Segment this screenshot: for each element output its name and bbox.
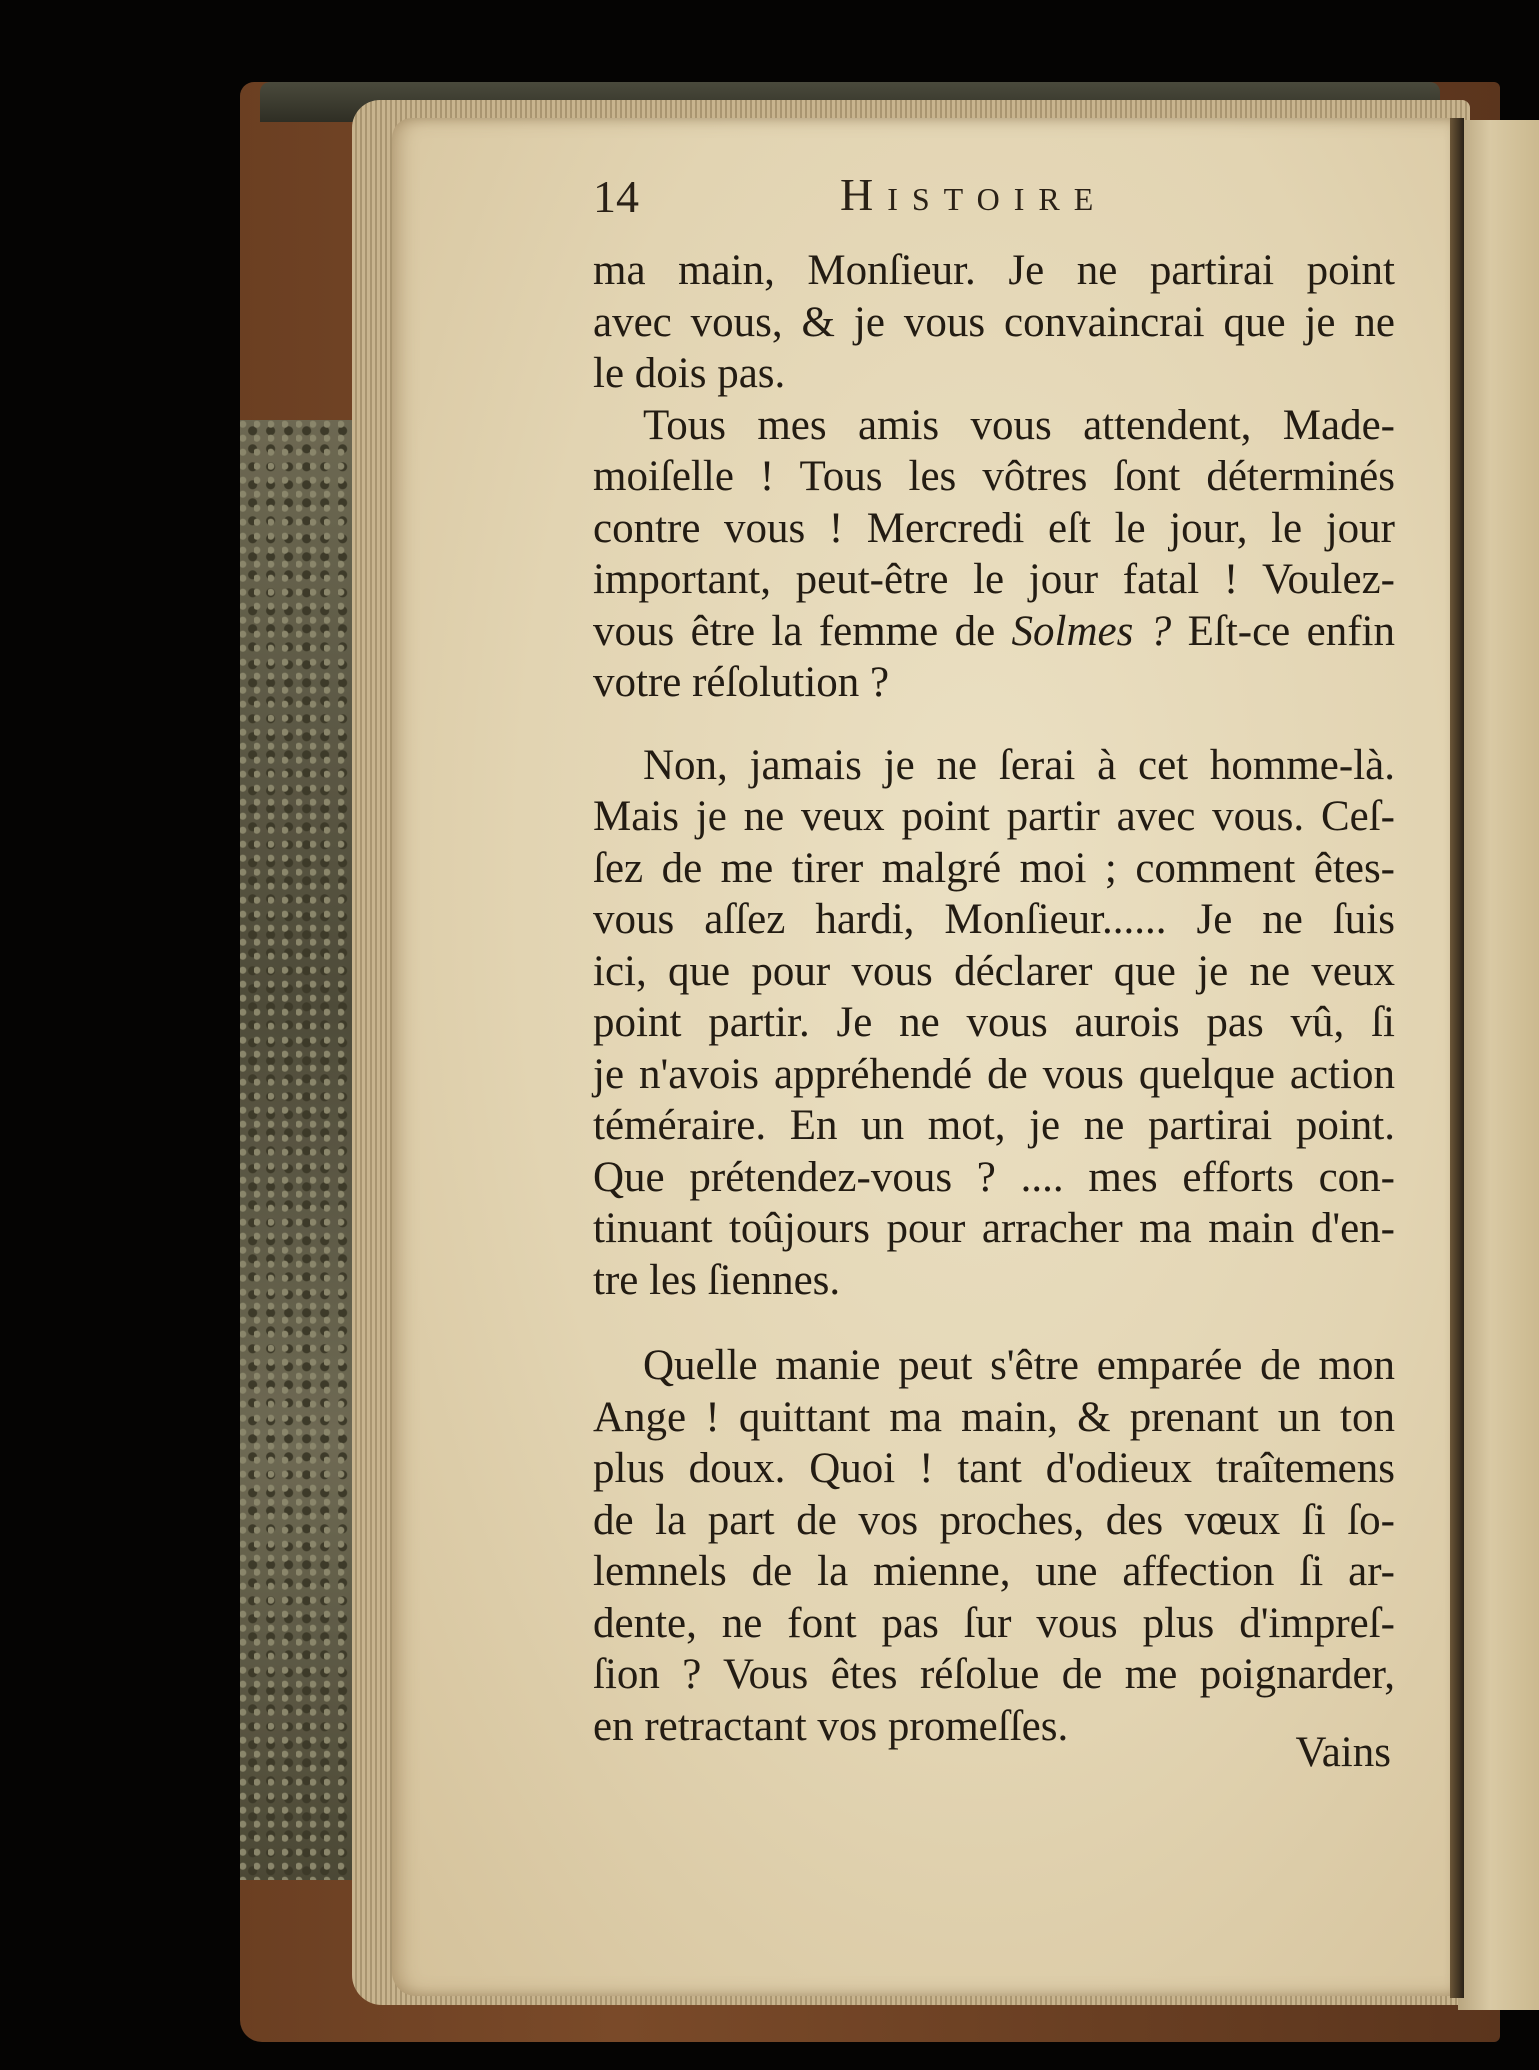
text-line: Tous mes amis vous attendent, Made- — [643, 401, 1395, 449]
text-line: ſez de me tirer malgré moi ; comment êtes- — [593, 844, 1395, 892]
text-line: de la part de vos proches, des vœux ſi ſo- — [593, 1496, 1395, 1544]
text-line: en retractant vos promeſſes. — [593, 1702, 1069, 1750]
text-line: important, peut-être le jour fatal ! Voulez- — [593, 556, 1395, 603]
text-fragment: Eſt-ce enfin — [1171, 607, 1395, 655]
text-line: dente, ne font pas ſur vous plus d'impreſ- — [593, 1599, 1395, 1647]
text-line: Ange ! quittant ma main, & prenant un ton — [593, 1393, 1395, 1441]
page-text — [593, 245, 1395, 1752]
text-fragment: vous être la femme de — [593, 607, 1012, 655]
facing-page-edge — [1458, 120, 1539, 2010]
text-line: le dois pas. — [593, 350, 786, 397]
text-line: téméraire. En un mot, je ne partirai point. — [593, 1102, 1395, 1149]
page-gutter — [1450, 118, 1464, 1998]
page-number: 14 — [593, 171, 639, 222]
text-line: contre vous ! Mercredi eſt le jour, le jour — [593, 504, 1395, 552]
text-line: ma main, Monſieur. Je ne partirai point — [593, 247, 1395, 294]
text-line: votre réſolution ? — [593, 659, 890, 706]
text-line: avec vous, & je vous convaincrai que je ne — [593, 298, 1395, 346]
italic-name: Solmes ? — [1011, 607, 1172, 655]
text-line: tinuant toûjours pour arracher ma main d'en- — [593, 1205, 1395, 1252]
text-line: tre les ſiennes. — [593, 1256, 841, 1304]
text-line: Quelle manie peut s'être emparée de mon — [643, 1342, 1395, 1389]
text-line: ici, que pour vous déclarer que je ne veux — [593, 947, 1395, 995]
text-line: Non, jamais je ne ſerai à cet homme-là. — [643, 741, 1395, 789]
text-line: ſion ? Vous êtes réſolue de me poignarder, — [593, 1651, 1395, 1698]
running-title: Histoire — [840, 169, 1108, 220]
text-line: lemnels de la mienne, une affection ſi ar- — [593, 1548, 1395, 1595]
text-line-with-name — [593, 606, 1395, 658]
text-line: Que prétendez-vous ? .... mes efforts con- — [593, 1153, 1395, 1201]
paragraph-gap — [593, 1306, 1395, 1340]
text-line: point partir. Je ne vous aurois pas vû, ſi — [593, 999, 1395, 1046]
text-line: Mais je ne veux point partir avec vous. Ceſ- — [593, 793, 1395, 840]
text-line: je n'avois appréhendé de vous quelque action — [593, 1050, 1395, 1098]
catchword: Vains — [1295, 1729, 1391, 1776]
text-line: plus doux. Quoi ! tant d'odieux traîtemens — [593, 1445, 1395, 1492]
text-line: moiſelle ! Tous les vôtres ſont déterminés — [593, 453, 1395, 500]
marbled-cover — [240, 420, 360, 1880]
text-line: vous aſſez hardi, Monſieur...... Je ne ſuis — [593, 896, 1395, 943]
paragraph-gap — [593, 709, 1395, 740]
